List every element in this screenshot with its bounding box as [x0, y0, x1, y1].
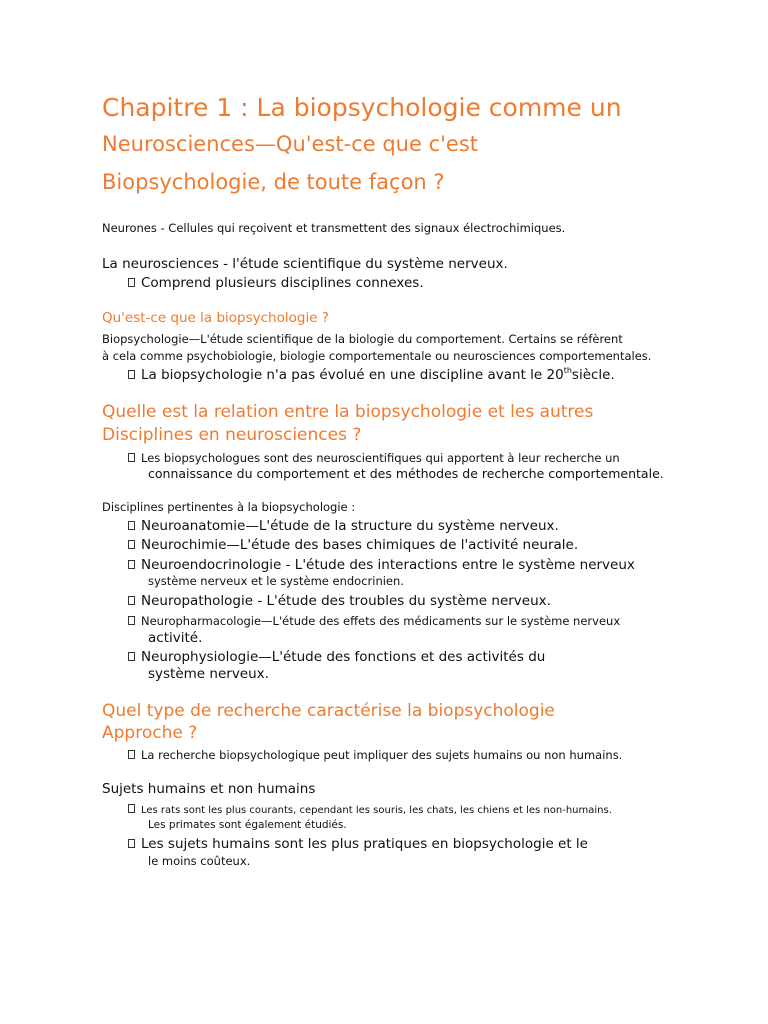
biopsychology-definition-line-2: à cela comme psychobiologie, biologie comportementale ou neurosciences comportementales.: [102, 349, 652, 363]
discipline-neuroendocrinology-cont: système nerveux et le système endocrinien.: [148, 574, 404, 588]
bullet-box-icon: [128, 804, 135, 813]
bullet-text: Neurochimie—L'étude des bases chimiques de l'activité neurale.: [141, 537, 579, 553]
research-heading-line-2: Approche ?: [102, 723, 198, 743]
discipline-neuropharmacology-cont: activité.: [148, 630, 203, 646]
chapter-title-line-3: Biopsychologie, de toute façon ?: [102, 170, 445, 194]
bullet-text: Les rats sont les plus courants, cependant les souris, les chats, les chiens et les non-humains.: [141, 805, 612, 816]
discipline-neuropathology: [128, 594, 551, 610]
biopsychology-heading: Qu'est-ce que la biopsychologie ?: [102, 310, 329, 326]
bullet-text: Les sujets humains sont les plus pratiques en biopsychologie et le: [141, 836, 588, 852]
bullet-text: Neuropathologie - L'étude des troubles du système nerveux.: [141, 593, 551, 609]
bullet-box-icon: [128, 652, 135, 661]
discipline-neuroanatomy: [128, 519, 559, 535]
chapter-title-line-1: Chapitre 1 : La biopsychologie comme un: [102, 93, 622, 122]
neuroscience-bullet: [128, 276, 424, 292]
discipline-neurophysiology-cont: système nerveux.: [148, 666, 269, 682]
biopsychology-definition-line-1: Biopsychologie—L'étude scientifique de la biologie du comportement. Certains se réfèrent: [102, 332, 623, 346]
subjects-bullet-1-line-1: [128, 804, 612, 817]
bullet-text: La biopsychologie n'a pas évolué en une discipline avant le 20: [141, 367, 564, 383]
bullet-box-icon: [128, 540, 135, 549]
bullet-text: Neurophysiologie—L'étude des fonctions et des activités du: [141, 649, 546, 665]
discipline-neuropharmacology: [128, 615, 620, 628]
chapter-title-line-2: Neurosciences—Qu'est-ce que c'est: [102, 132, 478, 156]
research-bullet: [128, 749, 622, 762]
bullet-box-icon: [128, 521, 135, 530]
bullet-text: Neuropharmacologie—L'étude des effets des médicaments sur le système nerveux: [141, 614, 621, 628]
relation-bullet-line-2: connaissance du comportement et des méthodes de recherche comportementale.: [148, 466, 664, 481]
bullet-text: Comprend plusieurs disciplines connexes.: [141, 275, 424, 291]
research-heading-line-1: Quel type de recherche caractérise la biopsychologie: [102, 701, 555, 721]
bullet-box-icon: [128, 839, 135, 848]
neuroscience-definition: La neurosciences - l'étude scientifique du système nerveux.: [102, 256, 508, 272]
subjects-heading: Sujets humains et non humains: [102, 781, 316, 797]
discipline-neuroendocrinology: [128, 558, 635, 574]
bullet-box-icon: [128, 596, 135, 605]
subjects-bullet-2-line-2: le moins coûteux.: [148, 854, 251, 868]
biopsychology-bullet: [128, 368, 615, 384]
disciplines-intro: Disciplines pertinentes à la biopsychologie :: [102, 500, 356, 514]
bullet-box-icon: [128, 560, 135, 569]
neurones-definition: Neurones - Cellules qui reçoivent et transmettent des signaux électrochimiques.: [102, 221, 566, 235]
superscript-th: th: [563, 366, 572, 375]
subjects-bullet-2-line-1: [128, 837, 588, 853]
bullet-box-icon: [128, 616, 135, 625]
relation-heading-line-1: Quelle est la relation entre la biopsychologie et les autres: [102, 402, 594, 422]
bullet-text: Neuroendocrinologie - L'étude des interactions entre le système nerveux: [141, 557, 635, 573]
relation-heading-line-2: Disciplines en neurosciences ?: [102, 425, 362, 445]
discipline-neurochemistry: [128, 538, 578, 554]
relation-bullet-line-1: [128, 452, 620, 465]
bullet-box-icon: [128, 370, 135, 379]
discipline-neurophysiology: [128, 650, 545, 666]
bullet-text-end: siècle.: [571, 367, 615, 383]
bullet-box-icon: [128, 278, 135, 287]
bullet-text: La recherche biopsychologique peut impliquer des sujets humains ou non humains.: [141, 748, 623, 762]
subjects-bullet-1-line-2: Les primates sont également étudiés.: [148, 819, 347, 831]
bullet-box-icon: [128, 750, 135, 759]
bullet-box-icon: [128, 453, 135, 462]
bullet-text: Les biopsychologues sont des neuroscientifiques qui apportent à leur recherche un: [141, 451, 620, 465]
bullet-text: Neuroanatomie—L'étude de la structure du système nerveux.: [141, 518, 559, 534]
